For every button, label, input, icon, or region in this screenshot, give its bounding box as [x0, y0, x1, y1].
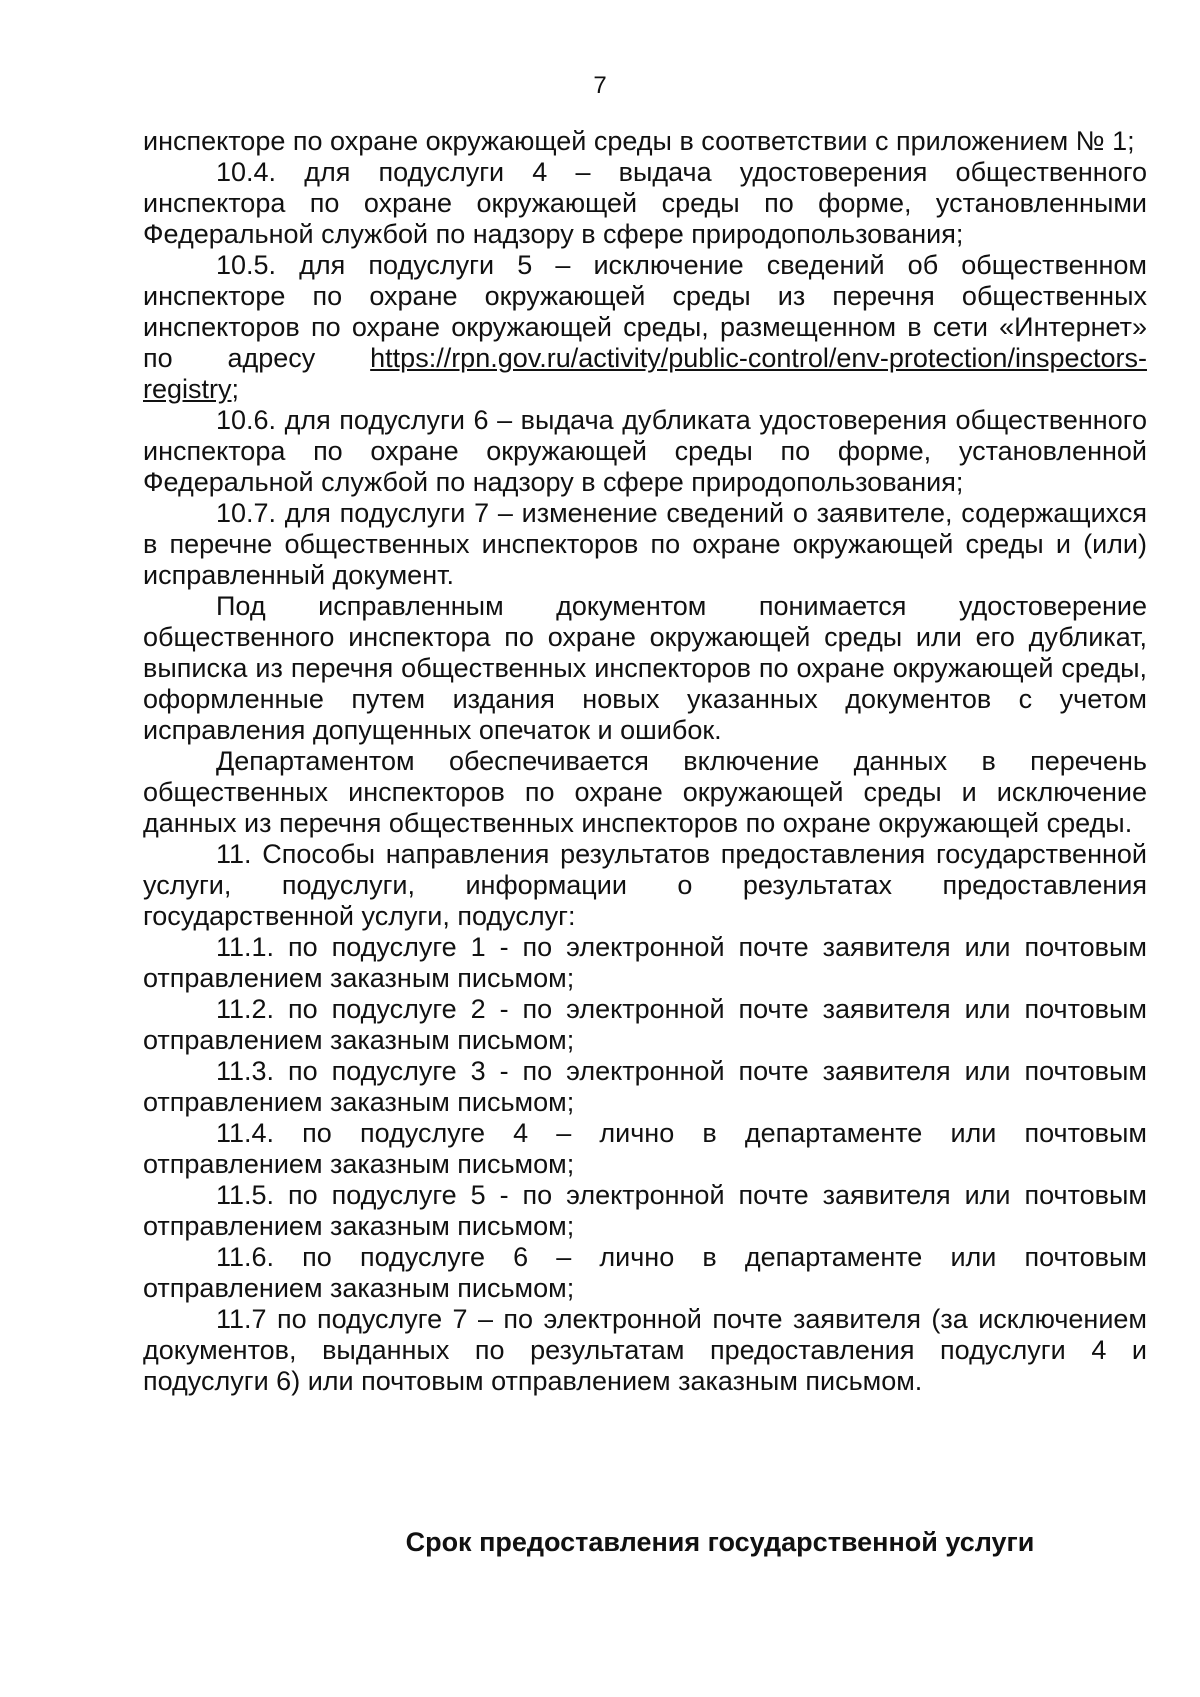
paragraph-10-6: 10.6. для подуслуги 6 – выдача дубликата удостоверения общественного инспектора по охране окружающей среды по форме, установленной Федеральной службой по надзору в сфере природопользования;: [143, 405, 1147, 497]
paragraph-11-5: 11.5. по подуслуге 5 - по электронной почте заявителя или почтовым отправлением заказным письмом;: [143, 1180, 1147, 1241]
paragraph-10-4: 10.4. для подуслуги 4 – выдача удостоверения общественного инспектора по охране окружающей среды по форме, установленными Федеральной службой по надзору в сфере природопользования;: [143, 157, 1147, 249]
paragraph-10-5: [143, 250, 1147, 405]
page-number: 7: [593, 72, 607, 99]
paragraph: инспекторе по охране окружающей среды в соответствии с приложением № 1;: [143, 126, 1135, 156]
registry-link[interactable]: https://rpn.gov.ru/activity/public-control/env-protection/inspectors-registry: [143, 343, 1147, 404]
section-heading: Срок предоставления государственной услуги: [405, 1527, 1035, 1557]
paragraph-corrected-document: Под исправленным документом понимается удостоверение общественного инспектора по охране окружающей среды или его дубликат, выписка из перечня общественных инспекторов по охране окружающей среды, оформленные путем издания новых указанных документов с учетом исправления допущенных опечаток и ошибок.: [143, 591, 1147, 745]
paragraph-text: ;: [231, 374, 240, 404]
paragraph-11-1: 11.1. по подуслуге 1 - по электронной почте заявителя или почтовым отправлением заказным письмом;: [143, 932, 1147, 993]
document-body: [143, 126, 1147, 1397]
paragraph-11-4: 11.4. по подуслуге 4 – лично в департаменте или почтовым отправлением заказным письмом;: [143, 1118, 1147, 1179]
paragraph-10-7: 10.7. для подуслуги 7 – изменение сведений о заявителе, содержащихся в перечне общественных инспекторов по охране окружающей среды и (или) исправленный документ.: [143, 498, 1147, 590]
paragraph-11-6: 11.6. по подуслуге 6 – лично в департаменте или почтовым отправлением заказным письмом;: [143, 1242, 1147, 1303]
paragraph-11-7: 11.7 по подуслуге 7 – по электронной почте заявителя (за исключением документов, выданных по результатам предоставления подуслуги 4 и подуслуги 6) или почтовым отправлением заказным письмом.: [143, 1304, 1147, 1396]
paragraph-11-2: 11.2. по подуслуге 2 - по электронной почте заявителя или почтовым отправлением заказным письмом;: [143, 994, 1147, 1055]
paragraph-11: 11. Способы направления результатов предоставления государственной услуги, подуслуги, информации о результатах предоставления государственной услуги, подуслуг:: [143, 839, 1147, 931]
paragraph-department: Департаментом обеспечивается включение данных в перечень общественных инспекторов по охране окружающей среды и исключение данных из перечня общественных инспекторов по охране окружающей среды.: [143, 746, 1147, 838]
paragraph-text: 10.5. для подуслуги 5 – исключение сведений об общественном инспекторе по охране окружающей среды из перечня общественных инспекторов по охране окружающей среды, размещенном в сети «Интернет» по адресу: [143, 250, 1147, 373]
paragraph-11-3: 11.3. по подуслуге 3 - по электронной почте заявителя или почтовым отправлением заказным письмом;: [143, 1056, 1147, 1117]
